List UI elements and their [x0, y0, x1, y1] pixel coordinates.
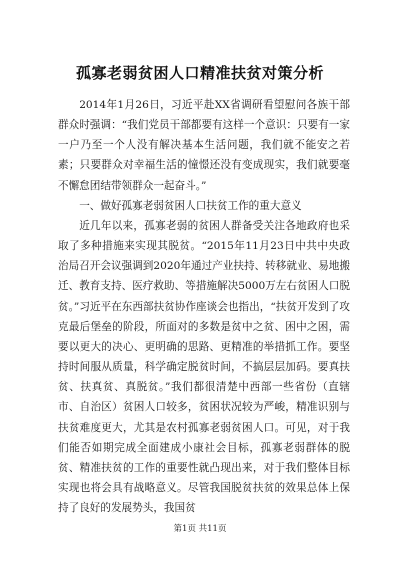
intro-paragraph: 2014年1月26日，习近平赴XX省调研看望慰问各族干部群众时强调：“我们党员干部都要有这样一个意识：只要有一家一户乃至一个人没有解决基本生活问题，我们就不能安之若素；只要群众对幸福生活的憧憬还没有变成现实，我们就要毫不懈怠团结带领群众一起奋斗。” [58, 99, 350, 192]
body-paragraph: 近几年以来，孤寡老弱的贫困人群备受关注各地政府也采取了多种措施来实现其脱贫。“2015年11月23日中共中央政治局召开会议强调到2020年通过产业扶持、转移就业、易地搬迁、教育支持、医疗救助、等措施解决5000万左右贫困人口脱贫。”习近平在东西部扶贫协作座谈会也指出，“扶贫开发到了攻克最后堡垒的阶段，所面对的多数是贫中之贫、困中之困，需要以更大的决心、更明确的思路、更精准的举措抓工作。要坚持时间服从质量，科学确定脱贫时间，不搞层层加码。要真扶贫、扶真贫、真脱贫。”我们都很清楚中西部一些省份（直辖市、自治区）贫困人口较多，贫困状况较为严峻，精准识别与扶贫难度更大，尤其是农村孤寡老弱贫困人口。可见，对于我们能否如期完成全面建成小康社会目标，孤寡老弱群体的脱贫、精准扶贫的工作的重要性就凸现出来，对于我们整体目标实现也将会具有战略意义。尽管我国脱贫扶贫的效果总体上保持了良好的发展势头，我国贫 [58, 219, 350, 515]
page-footer: 第1页 共11页 [173, 524, 227, 534]
document-body [58, 95, 350, 518]
document-title: 孤寡老弱贫困人口精准扶贫对策分析 [75, 64, 324, 82]
section-heading: 一、做好孤寡老弱贫困人口扶贫工作的重大意义 [79, 199, 302, 212]
